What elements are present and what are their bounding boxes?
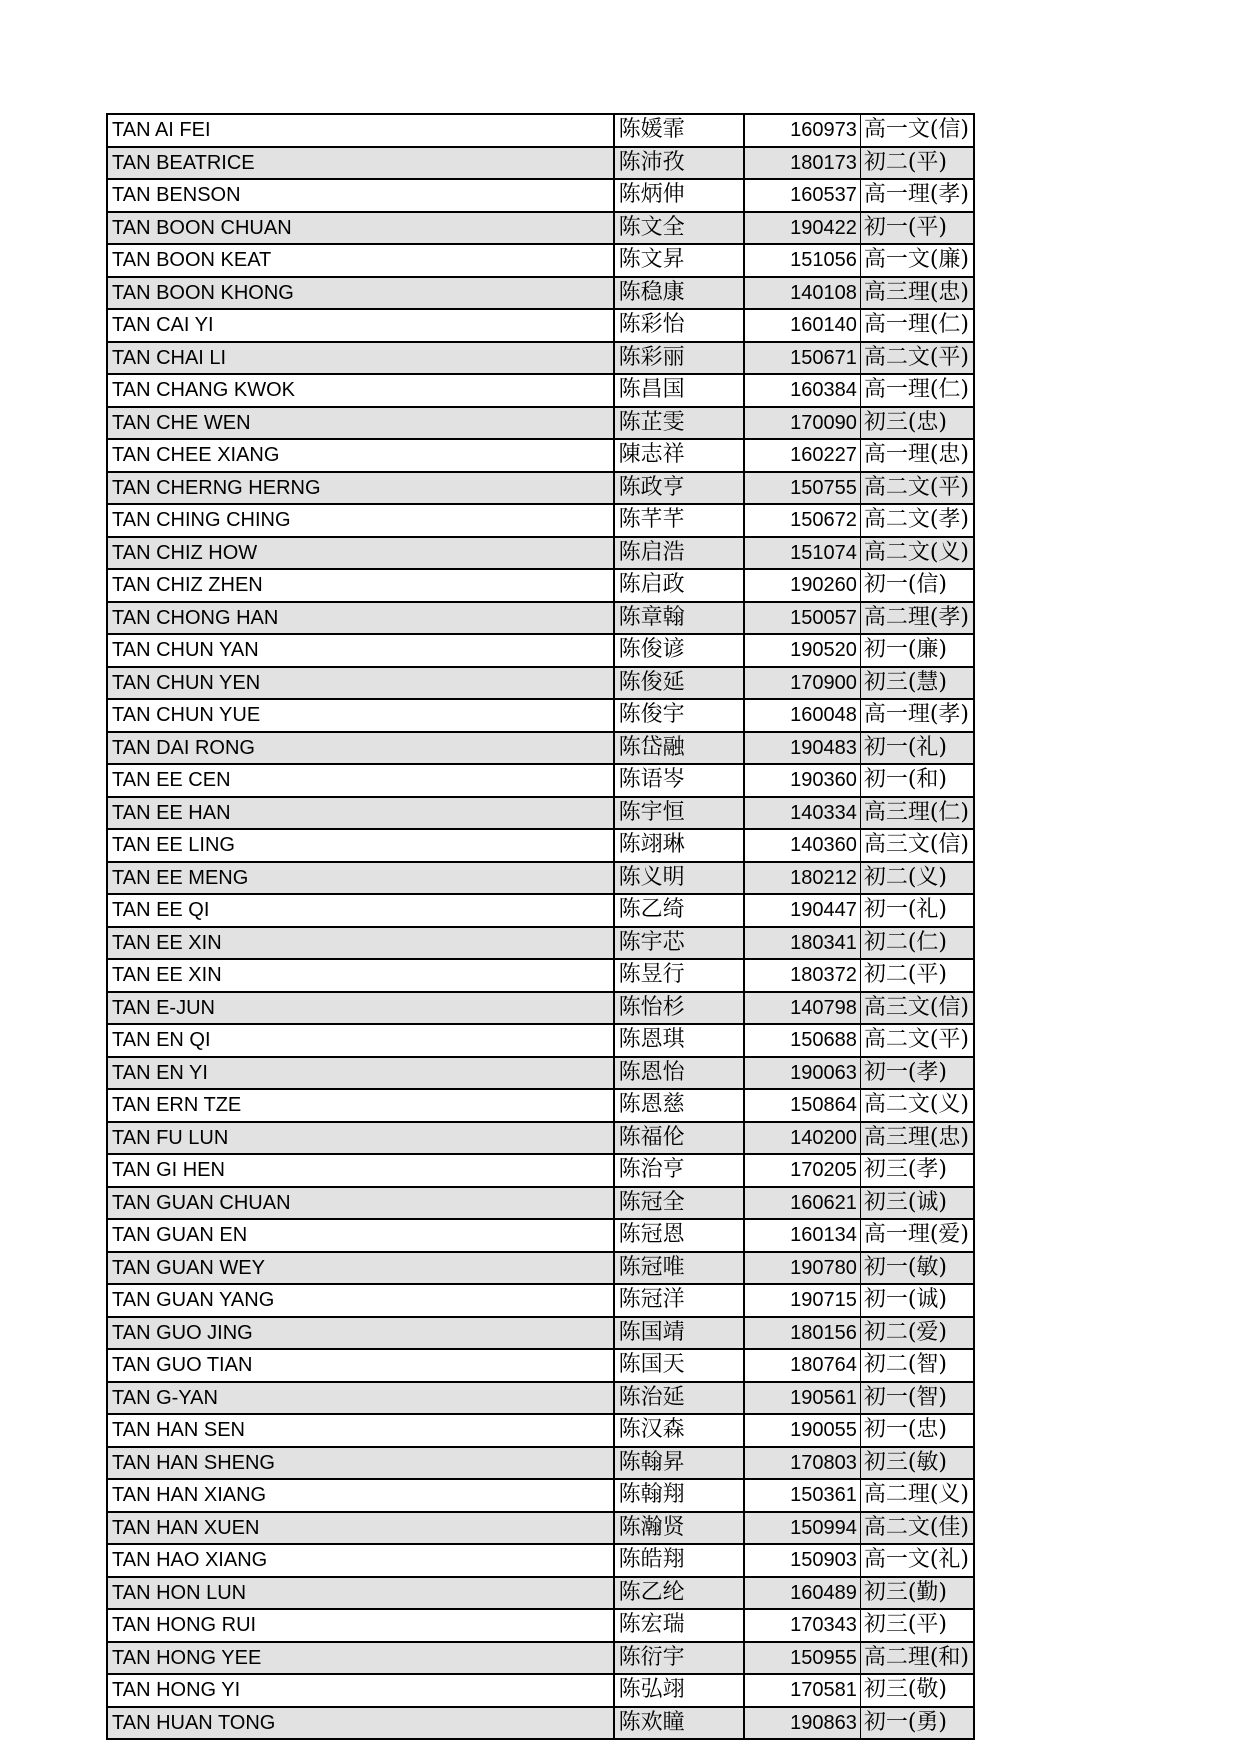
english-name-cell: TAN HAN XUEN [107, 1512, 614, 1545]
class-cell: 高三理(忠) [860, 1122, 974, 1155]
english-name-cell: TAN BEATRICE [107, 147, 614, 180]
class-cell: 初二(智) [860, 1349, 974, 1382]
chinese-name-cell: 陈彩丽 [614, 342, 744, 375]
english-name-cell: TAN CAI YI [107, 309, 614, 342]
table-row [107, 1609, 974, 1642]
chinese-name-cell: 陈沛孜 [614, 147, 744, 180]
chinese-name-cell: 陈媛霏 [614, 114, 744, 147]
table-row [107, 1479, 974, 1512]
chinese-name-cell: 陈治亨 [614, 1154, 744, 1187]
table-row [107, 1089, 974, 1122]
student-id-cell: 170205 [744, 1154, 861, 1187]
english-name-cell: TAN EE XIN [107, 959, 614, 992]
english-name-cell: TAN CHE WEN [107, 407, 614, 440]
class-cell: 初一(忠) [860, 1414, 974, 1447]
table-row [107, 1414, 974, 1447]
english-name-cell: TAN GI HEN [107, 1154, 614, 1187]
chinese-name-cell: 陈冠唯 [614, 1252, 744, 1285]
chinese-name-cell: 陈汉森 [614, 1414, 744, 1447]
class-cell: 高二文(平) [860, 472, 974, 505]
student-id-cell: 150688 [744, 1024, 861, 1057]
english-name-cell: TAN HONG YI [107, 1674, 614, 1707]
table-row [107, 764, 974, 797]
chinese-name-cell: 陈国靖 [614, 1317, 744, 1350]
chinese-name-cell: 陈宏瑞 [614, 1609, 744, 1642]
table-row [107, 894, 974, 927]
class-cell: 初一(信) [860, 569, 974, 602]
english-name-cell: TAN GUAN YANG [107, 1284, 614, 1317]
class-cell: 初三(孝) [860, 1154, 974, 1187]
class-cell: 高一文(礼) [860, 1544, 974, 1577]
chinese-name-cell: 陈国天 [614, 1349, 744, 1382]
class-cell: 高二理(义) [860, 1479, 974, 1512]
class-cell: 高一理(仁) [860, 374, 974, 407]
table-row [107, 472, 974, 505]
student-id-cell: 170900 [744, 667, 861, 700]
chinese-name-cell: 陈章翰 [614, 602, 744, 635]
chinese-name-cell: 陈恩慈 [614, 1089, 744, 1122]
english-name-cell: TAN HAO XIANG [107, 1544, 614, 1577]
student-id-cell: 180341 [744, 927, 861, 960]
class-cell: 高二理(孝) [860, 602, 974, 635]
table-row [107, 862, 974, 895]
student-id-cell: 180156 [744, 1317, 861, 1350]
student-id-cell: 180764 [744, 1349, 861, 1382]
student-id-cell: 160048 [744, 699, 861, 732]
chinese-name-cell: 陈昌国 [614, 374, 744, 407]
english-name-cell: TAN AI FEI [107, 114, 614, 147]
chinese-name-cell: 陈昱行 [614, 959, 744, 992]
chinese-name-cell: 陈翰昇 [614, 1447, 744, 1480]
chinese-name-cell: 陈岱融 [614, 732, 744, 765]
english-name-cell: TAN GUO TIAN [107, 1349, 614, 1382]
class-cell: 高一理(爱) [860, 1219, 974, 1252]
student-id-cell: 190422 [744, 212, 861, 245]
student-id-cell: 180173 [744, 147, 861, 180]
chinese-name-cell: 陈恩怡 [614, 1057, 744, 1090]
table-row [107, 179, 974, 212]
english-name-cell: TAN G-YAN [107, 1382, 614, 1415]
english-name-cell: TAN EE XIN [107, 927, 614, 960]
english-name-cell: TAN CHEE XIANG [107, 439, 614, 472]
table-row [107, 992, 974, 1025]
chinese-name-cell: 陈政亨 [614, 472, 744, 505]
student-id-cell: 190715 [744, 1284, 861, 1317]
english-name-cell: TAN HONG RUI [107, 1609, 614, 1642]
table-row [107, 699, 974, 732]
english-name-cell: TAN GUAN EN [107, 1219, 614, 1252]
class-cell: 高三文(信) [860, 992, 974, 1025]
class-cell: 初二(爱) [860, 1317, 974, 1350]
english-name-cell: TAN E-JUN [107, 992, 614, 1025]
chinese-name-cell: 陈乙纶 [614, 1577, 744, 1610]
chinese-name-cell: 陈冠恩 [614, 1219, 744, 1252]
chinese-name-cell: 陈启浩 [614, 537, 744, 570]
class-cell: 初三(敏) [860, 1447, 974, 1480]
table-row [107, 537, 974, 570]
table-row [107, 1674, 974, 1707]
class-cell: 高二理(和) [860, 1642, 974, 1675]
table-row [107, 959, 974, 992]
student-id-cell: 150361 [744, 1479, 861, 1512]
class-cell: 高三文(信) [860, 829, 974, 862]
english-name-cell: TAN CHIZ ZHEN [107, 569, 614, 602]
chinese-name-cell: 陈芊芊 [614, 504, 744, 537]
table-row [107, 244, 974, 277]
chinese-name-cell: 陈皓翔 [614, 1544, 744, 1577]
chinese-name-cell: 陈治延 [614, 1382, 744, 1415]
class-cell: 初一(诚) [860, 1284, 974, 1317]
english-name-cell: TAN CHUN YUE [107, 699, 614, 732]
chinese-name-cell: 陈启政 [614, 569, 744, 602]
student-id-cell: 140798 [744, 992, 861, 1025]
chinese-name-cell: 陈彩怡 [614, 309, 744, 342]
chinese-name-cell: 陈文全 [614, 212, 744, 245]
class-cell: 高三理(仁) [860, 797, 974, 830]
class-cell: 初一(敏) [860, 1252, 974, 1285]
chinese-name-cell: 陈翰翔 [614, 1479, 744, 1512]
table-row [107, 309, 974, 342]
chinese-name-cell: 陈冠全 [614, 1187, 744, 1220]
english-name-cell: TAN HONG YEE [107, 1642, 614, 1675]
student-id-cell: 190863 [744, 1707, 861, 1740]
english-name-cell: TAN CHIZ HOW [107, 537, 614, 570]
student-id-cell: 150057 [744, 602, 861, 635]
table-row [107, 667, 974, 700]
table-row [107, 569, 974, 602]
english-name-cell: TAN BENSON [107, 179, 614, 212]
english-name-cell: TAN GUAN CHUAN [107, 1187, 614, 1220]
student-id-cell: 160134 [744, 1219, 861, 1252]
table-row [107, 1707, 974, 1740]
table-row [107, 1154, 974, 1187]
english-name-cell: TAN EE MENG [107, 862, 614, 895]
table-row [107, 374, 974, 407]
student-id-cell: 190447 [744, 894, 861, 927]
table-row [107, 439, 974, 472]
student-id-cell: 190780 [744, 1252, 861, 1285]
chinese-name-cell: 陈俊延 [614, 667, 744, 700]
student-id-cell: 150955 [744, 1642, 861, 1675]
class-cell: 高二文(平) [860, 342, 974, 375]
class-cell: 初三(勤) [860, 1577, 974, 1610]
class-cell: 初二(仁) [860, 927, 974, 960]
table-row [107, 1382, 974, 1415]
english-name-cell: TAN BOON KHONG [107, 277, 614, 310]
english-name-cell: TAN GUAN WEY [107, 1252, 614, 1285]
chinese-name-cell: 陈怡杉 [614, 992, 744, 1025]
chinese-name-cell: 陈恩琪 [614, 1024, 744, 1057]
student-id-cell: 151056 [744, 244, 861, 277]
student-id-cell: 150671 [744, 342, 861, 375]
class-cell: 初一(勇) [860, 1707, 974, 1740]
chinese-name-cell: 陈义明 [614, 862, 744, 895]
class-cell: 高二文(义) [860, 537, 974, 570]
table-row [107, 277, 974, 310]
chinese-name-cell: 陈炳伸 [614, 179, 744, 212]
class-cell: 初一(孝) [860, 1057, 974, 1090]
class-cell: 高二文(平) [860, 1024, 974, 1057]
english-name-cell: TAN ERN TZE [107, 1089, 614, 1122]
table-row [107, 342, 974, 375]
table-row [107, 1349, 974, 1382]
chinese-name-cell: 陈冠洋 [614, 1284, 744, 1317]
student-id-cell: 180372 [744, 959, 861, 992]
english-name-cell: TAN HAN XIANG [107, 1479, 614, 1512]
english-name-cell: TAN CHERNG HERNG [107, 472, 614, 505]
english-name-cell: TAN EE HAN [107, 797, 614, 830]
table-row [107, 732, 974, 765]
class-cell: 初一(平) [860, 212, 974, 245]
student-id-cell: 140108 [744, 277, 861, 310]
table-row [107, 504, 974, 537]
chinese-name-cell: 陈芷雯 [614, 407, 744, 440]
student-id-cell: 170343 [744, 1609, 861, 1642]
class-cell: 高一文(信) [860, 114, 974, 147]
student-id-cell: 160489 [744, 1577, 861, 1610]
table-row [107, 927, 974, 960]
table-row [107, 1187, 974, 1220]
english-name-cell: TAN CHUN YEN [107, 667, 614, 700]
class-cell: 高一理(忠) [860, 439, 974, 472]
table-row [107, 1512, 974, 1545]
student-id-cell: 190360 [744, 764, 861, 797]
class-cell: 初一(和) [860, 764, 974, 797]
chinese-name-cell: 陈福伦 [614, 1122, 744, 1155]
english-name-cell: TAN DAI RONG [107, 732, 614, 765]
student-id-cell: 150672 [744, 504, 861, 537]
table-row [107, 1057, 974, 1090]
table-row [107, 1317, 974, 1350]
chinese-name-cell: 陈衍宇 [614, 1642, 744, 1675]
class-cell: 初三(平) [860, 1609, 974, 1642]
chinese-name-cell: 陈俊谚 [614, 634, 744, 667]
class-cell: 高二文(孝) [860, 504, 974, 537]
english-name-cell: TAN EE CEN [107, 764, 614, 797]
student-id-cell: 160973 [744, 114, 861, 147]
class-cell: 高一理(仁) [860, 309, 974, 342]
english-name-cell: TAN EE LING [107, 829, 614, 862]
student-id-cell: 170581 [744, 1674, 861, 1707]
student-id-cell: 150755 [744, 472, 861, 505]
english-name-cell: TAN EE QI [107, 894, 614, 927]
chinese-name-cell: 陈俊宇 [614, 699, 744, 732]
chinese-name-cell: 陈语岑 [614, 764, 744, 797]
class-cell: 初一(礼) [860, 894, 974, 927]
student-table-body [107, 114, 974, 1739]
chinese-name-cell: 陈翊琳 [614, 829, 744, 862]
table-row [107, 1122, 974, 1155]
student-id-cell: 190561 [744, 1382, 861, 1415]
class-cell: 高一理(孝) [860, 179, 974, 212]
table-row [107, 829, 974, 862]
student-id-cell: 190055 [744, 1414, 861, 1447]
student-id-cell: 150864 [744, 1089, 861, 1122]
english-name-cell: TAN CHING CHING [107, 504, 614, 537]
table-row [107, 1252, 974, 1285]
class-cell: 高二文(义) [860, 1089, 974, 1122]
table-row [107, 1219, 974, 1252]
class-cell: 初一(廉) [860, 634, 974, 667]
chinese-name-cell: 陈瀚贤 [614, 1512, 744, 1545]
student-id-cell: 170090 [744, 407, 861, 440]
student-table [106, 113, 975, 1740]
chinese-name-cell: 陈宇恒 [614, 797, 744, 830]
class-cell: 初二(平) [860, 147, 974, 180]
chinese-name-cell: 陈弘翊 [614, 1674, 744, 1707]
class-cell: 初三(慧) [860, 667, 974, 700]
table-row [107, 1577, 974, 1610]
english-name-cell: TAN HON LUN [107, 1577, 614, 1610]
student-id-cell: 170803 [744, 1447, 861, 1480]
class-cell: 初三(敬) [860, 1674, 974, 1707]
table-row [107, 1447, 974, 1480]
table-row [107, 634, 974, 667]
student-id-cell: 150903 [744, 1544, 861, 1577]
class-cell: 高三理(忠) [860, 277, 974, 310]
class-cell: 高二文(佳) [860, 1512, 974, 1545]
english-name-cell: TAN CHAI LI [107, 342, 614, 375]
student-id-cell: 160140 [744, 309, 861, 342]
english-name-cell: TAN GUO JING [107, 1317, 614, 1350]
table-row [107, 602, 974, 635]
class-cell: 高一文(廉) [860, 244, 974, 277]
table-row [107, 212, 974, 245]
table-row [107, 114, 974, 147]
english-name-cell: TAN BOON KEAT [107, 244, 614, 277]
student-id-cell: 160621 [744, 1187, 861, 1220]
english-name-cell: TAN HAN SEN [107, 1414, 614, 1447]
table-row [107, 1642, 974, 1675]
student-id-cell: 140334 [744, 797, 861, 830]
english-name-cell: TAN FU LUN [107, 1122, 614, 1155]
english-name-cell: TAN HUAN TONG [107, 1707, 614, 1740]
class-cell: 初一(智) [860, 1382, 974, 1415]
student-id-cell: 190483 [744, 732, 861, 765]
student-id-cell: 190260 [744, 569, 861, 602]
english-name-cell: TAN CHUN YAN [107, 634, 614, 667]
table-row [107, 1284, 974, 1317]
class-cell: 初二(平) [860, 959, 974, 992]
student-id-cell: 140360 [744, 829, 861, 862]
chinese-name-cell: 陈欢瞳 [614, 1707, 744, 1740]
english-name-cell: TAN CHANG KWOK [107, 374, 614, 407]
chinese-name-cell: 陈稳康 [614, 277, 744, 310]
english-name-cell: TAN HAN SHENG [107, 1447, 614, 1480]
class-cell: 初一(礼) [860, 732, 974, 765]
student-id-cell: 180212 [744, 862, 861, 895]
table-row [107, 407, 974, 440]
student-id-cell: 140200 [744, 1122, 861, 1155]
english-name-cell: TAN EN YI [107, 1057, 614, 1090]
student-id-cell: 160227 [744, 439, 861, 472]
student-id-cell: 160537 [744, 179, 861, 212]
chinese-name-cell: 陈宇芯 [614, 927, 744, 960]
class-cell: 初二(义) [860, 862, 974, 895]
class-cell: 高一理(孝) [860, 699, 974, 732]
chinese-name-cell: 陳志祥 [614, 439, 744, 472]
english-name-cell: TAN BOON CHUAN [107, 212, 614, 245]
table-row [107, 1544, 974, 1577]
chinese-name-cell: 陈乙绮 [614, 894, 744, 927]
class-cell: 初三(诚) [860, 1187, 974, 1220]
student-id-cell: 150994 [744, 1512, 861, 1545]
table-row [107, 147, 974, 180]
english-name-cell: TAN CHONG HAN [107, 602, 614, 635]
student-id-cell: 190063 [744, 1057, 861, 1090]
table-row [107, 1024, 974, 1057]
student-id-cell: 160384 [744, 374, 861, 407]
chinese-name-cell: 陈文昇 [614, 244, 744, 277]
english-name-cell: TAN EN QI [107, 1024, 614, 1057]
table-row [107, 797, 974, 830]
student-id-cell: 190520 [744, 634, 861, 667]
student-id-cell: 151074 [744, 537, 861, 570]
class-cell: 初三(忠) [860, 407, 974, 440]
